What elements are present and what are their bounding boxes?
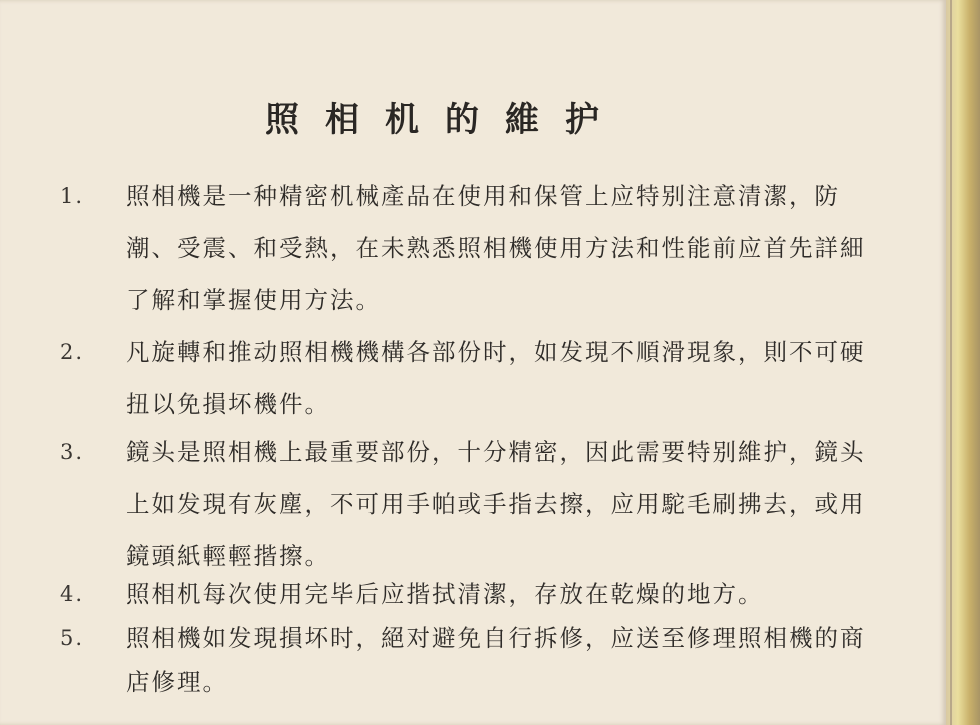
item-number: 5. [60,626,85,650]
item-text: 照相机每次使用完毕后应揩拭清潔，存放在乾燥的地方。 [126,580,764,608]
item-text: 凡旋轉和推动照相機機構各部份时，如发現不順滑現象，則不可硬扭以免損坏機件。 [126,338,866,418]
item-text: 鏡头是照相機上最重要部份，十分精密，因此需要特别維护，鏡头上如发現有灰塵，不可用手帕或手指去擦，应用駝毛刷拂去，或用鏡頭紙輕輕揩擦。 [126,438,866,570]
item-number: 1. [60,184,85,208]
list-item [60,326,880,426]
list-item [60,170,880,326]
item-number: 3. [60,440,85,464]
page-edge-line [950,0,952,725]
item-number: 4. [60,582,85,606]
list-item [60,616,880,708]
item-number: 2. [60,340,85,364]
list-item [60,572,880,616]
item-text: 照相機是一种精密机械產品在使用和保管上应特别注意清潔，防潮、受震、和受熱，在未熟悉照相機使用方法和性能前应首先詳細了解和掌握使用方法。 [126,182,866,314]
page-title: 照相机的維护 [265,100,625,140]
item-text: 照相機如发現損坏时，絕对避免自行拆修，应送至修理照相機的商店修理。 [126,624,866,696]
list-item [60,426,880,572]
maintenance-list [60,170,880,708]
